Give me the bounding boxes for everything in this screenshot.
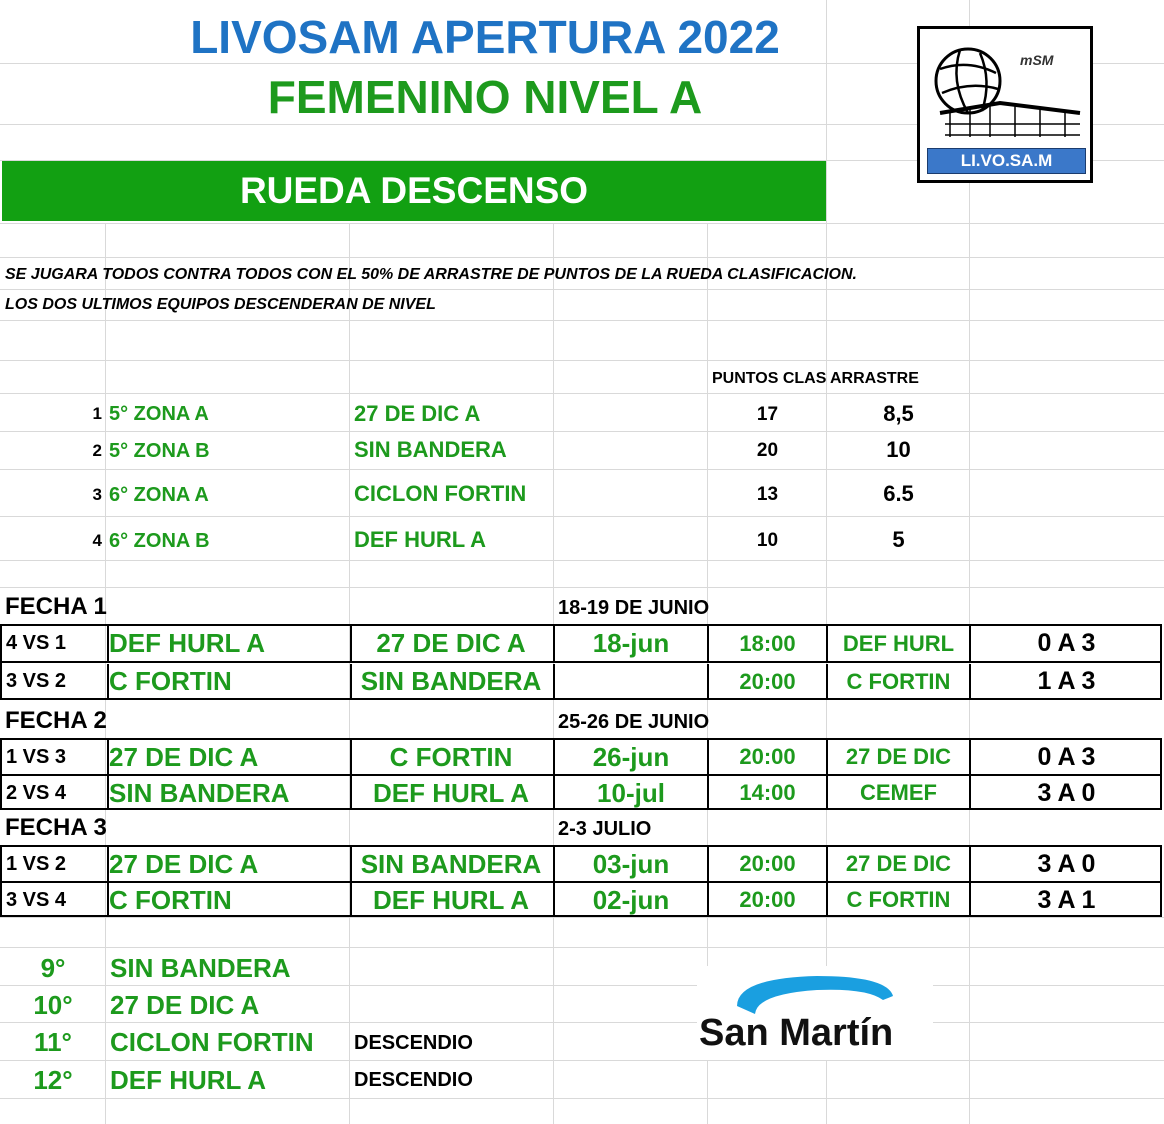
match-venue: 27 DE DIC (828, 740, 971, 774)
header-arrastre: ARRASTRE (830, 370, 919, 387)
match-vs: 4 VS 1 (2, 626, 109, 661)
match-away: DEF HURL A (349, 883, 555, 917)
team-zona: 6° ZONA A (109, 484, 209, 506)
team-arrastre: 8,5 (883, 401, 914, 426)
fecha-date: 25-26 DE JUNIO (558, 711, 710, 733)
fecha-label: FECHA 1 (5, 593, 107, 620)
final-team: 27 DE DIC A (110, 990, 260, 1020)
match-day: 18-jun (555, 626, 709, 661)
livosam-logo (917, 26, 1093, 183)
final-note: DESCENDIO (354, 1032, 473, 1054)
match-away: SIN BANDERA (349, 847, 555, 881)
match-vs: 3 VS 2 (2, 664, 109, 699)
match-day (555, 664, 709, 699)
logo-label: LI.VO.SA.M (927, 148, 1086, 174)
team-zona: 6° ZONA B (109, 530, 210, 552)
team-zona: 5° ZONA B (109, 440, 210, 462)
match-away: DEF HURL A (349, 776, 555, 810)
header-puntos: PUNTOS CLAS (712, 370, 826, 387)
match-vs: 3 VS 4 (2, 883, 109, 917)
final-note: DESCENDIO (354, 1069, 473, 1091)
match-score: 1 A 3 (1037, 667, 1096, 695)
match-home: 27 DE DIC A (105, 740, 352, 774)
match-venue: C FORTIN (828, 664, 971, 699)
match-time: 20:00 (709, 883, 828, 917)
match-score: 3 A 1 (1037, 885, 1096, 914)
page-title: LIVOSAM APERTURA 2022 (190, 11, 780, 63)
match-home: SIN BANDERA (105, 776, 352, 810)
team-name: DEF HURL A (354, 527, 486, 552)
match-time: 18:00 (709, 626, 828, 661)
match-home: 27 DE DIC A (105, 847, 352, 881)
page-subtitle: FEMENINO NIVEL A (267, 71, 703, 123)
team-arrastre: 5 (892, 527, 905, 552)
rules-note: SE JUGARA TODOS CONTRA TODOS CON EL 50% DE ARRASTRE DE PUNTOS DE LA RUEDA CLASIFICACION. (5, 266, 857, 283)
team-number: 1 (92, 404, 102, 423)
final-team: CICLON FORTIN (110, 1027, 314, 1057)
match-away: 27 DE DIC A (349, 626, 555, 661)
match-row (2, 664, 1160, 699)
team-number: 4 (92, 531, 102, 550)
match-venue: 27 DE DIC (828, 847, 971, 881)
team-arrastre: 10 (886, 437, 911, 462)
match-score: 0 A 3 (1037, 742, 1096, 771)
match-home: DEF HURL A (105, 626, 352, 661)
match-away: SIN BANDERA (349, 664, 555, 699)
final-position: 12° (33, 1065, 73, 1095)
match-venue: DEF HURL (828, 626, 971, 661)
final-position: 9° (40, 953, 66, 983)
match-row (2, 626, 1160, 663)
team-arrastre: 6.5 (883, 481, 914, 506)
match-time: 14:00 (709, 776, 828, 810)
team-number: 2 (92, 441, 102, 460)
final-team: SIN BANDERA (110, 953, 291, 983)
arc-icon (697, 966, 933, 1016)
final-position: 10° (33, 990, 73, 1020)
match-vs: 2 VS 4 (2, 776, 109, 810)
fecha-table (0, 738, 1162, 810)
match-day: 02-jun (555, 883, 709, 917)
fecha-date: 18-19 DE JUNIO (558, 597, 710, 619)
match-away: C FORTIN (349, 740, 555, 774)
team-name: CICLON FORTIN (354, 481, 527, 506)
match-day: 10-jul (555, 776, 709, 810)
team-zona: 5° ZONA A (109, 403, 209, 425)
match-vs: 1 VS 3 (2, 740, 109, 774)
match-vs: 1 VS 2 (2, 847, 109, 881)
section-banner: RUEDA DESCENSO (2, 161, 826, 221)
team-number: 3 (92, 485, 102, 504)
svg-text:mSM: mSM (1020, 52, 1054, 68)
match-score: 0 A 3 (1037, 629, 1096, 657)
fecha-label: FECHA 3 (5, 814, 107, 841)
volleyball-net-icon (920, 29, 1090, 149)
match-home: C FORTIN (105, 664, 352, 699)
sponsor-logo (697, 966, 933, 1060)
match-row (2, 847, 1160, 883)
match-score: 3 A 0 (1037, 849, 1096, 878)
team-puntos: 13 (756, 484, 779, 505)
team-name: 27 DE DIC A (354, 401, 481, 426)
team-puntos: 10 (756, 530, 779, 551)
team-puntos: 17 (756, 404, 779, 425)
match-day: 03-jun (555, 847, 709, 881)
sponsor-name: San Martín (699, 1012, 894, 1054)
match-day: 26-jun (555, 740, 709, 774)
fecha-table (0, 624, 1162, 700)
match-home: C FORTIN (105, 883, 352, 917)
fecha-label: FECHA 2 (5, 707, 107, 734)
team-name: SIN BANDERA (354, 437, 507, 462)
final-team: DEF HURL A (110, 1065, 266, 1095)
final-position: 11° (34, 1027, 72, 1057)
match-row (2, 740, 1160, 776)
match-venue: CEMEF (828, 776, 971, 810)
team-puntos: 20 (756, 440, 779, 461)
fecha-date: 2-3 JULIO (558, 818, 652, 840)
match-row (2, 776, 1160, 810)
match-score: 3 A 0 (1037, 778, 1096, 807)
match-time: 20:00 (709, 740, 828, 774)
match-row (2, 883, 1160, 917)
rules-note: LOS DOS ULTIMOS EQUIPOS DESCENDERAN DE NIVEL (5, 296, 436, 313)
match-time: 20:00 (709, 664, 828, 699)
match-venue: C FORTIN (828, 883, 971, 917)
fecha-table (0, 845, 1162, 917)
match-time: 20:00 (709, 847, 828, 881)
